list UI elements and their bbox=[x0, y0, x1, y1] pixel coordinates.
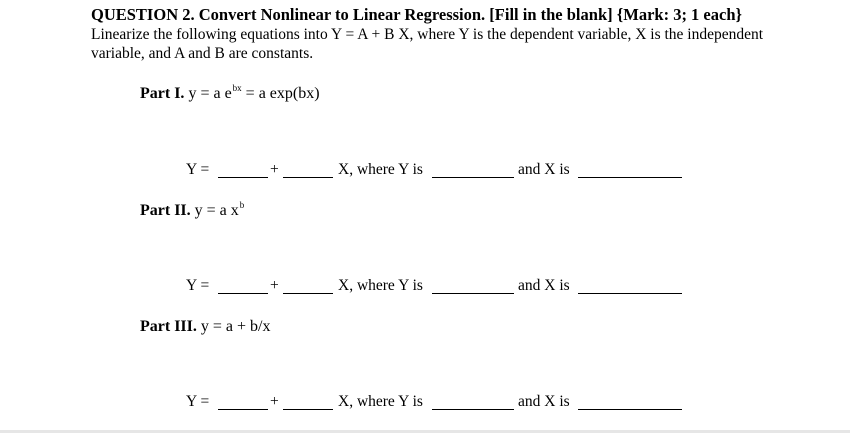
part-2-y-label: Y = bbox=[186, 277, 210, 294]
part-3-blank-b[interactable] bbox=[283, 409, 333, 410]
part-1-x-where: X, where Y is bbox=[338, 161, 423, 178]
part-1-heading bbox=[140, 83, 320, 102]
part-3-x-where: X, where Y is bbox=[338, 393, 423, 410]
part-2-and-x-is: and X is bbox=[518, 277, 570, 294]
part-1-equation-suffix: = a exp(bx) bbox=[241, 85, 320, 102]
part-2-equation-exponent: b bbox=[239, 200, 245, 210]
part-3-heading bbox=[140, 319, 270, 335]
part-2-equation-text: y = a x bbox=[194, 202, 239, 219]
part-1-y-label: Y = bbox=[186, 161, 210, 178]
part-1-blank-y[interactable] bbox=[432, 177, 514, 178]
part-3-equation: y = a + b/x bbox=[200, 318, 271, 335]
part-3-blank-x[interactable] bbox=[578, 409, 682, 410]
part-2-blank-x[interactable] bbox=[578, 293, 682, 294]
part-2-x-where: X, where Y is bbox=[338, 277, 423, 294]
part-2-blank-y[interactable] bbox=[432, 293, 514, 294]
part-1-equation-exponent: bx bbox=[232, 83, 242, 93]
part-3-blank-y[interactable] bbox=[432, 409, 514, 410]
part-1-equation bbox=[188, 85, 319, 102]
part-1-blank-x[interactable] bbox=[578, 177, 682, 178]
part-1-plus: + bbox=[270, 161, 279, 178]
part-2-heading bbox=[140, 200, 245, 219]
part-1-and-x-is: and X is bbox=[518, 161, 570, 178]
part-2-blank-b[interactable] bbox=[283, 293, 333, 294]
part-2-plus: + bbox=[270, 277, 279, 294]
part-2-equation bbox=[195, 202, 245, 219]
part-1-label: Part I. bbox=[140, 85, 185, 102]
part-3-y-label: Y = bbox=[186, 393, 210, 410]
part-1-equation-text: y = a e bbox=[188, 85, 232, 102]
part-2-label: Part II. bbox=[140, 202, 191, 219]
part-3-plus: + bbox=[270, 393, 279, 410]
part-3-and-x-is: and X is bbox=[518, 393, 570, 410]
part-1-blank-a[interactable] bbox=[218, 177, 268, 178]
question-instruction-line-2: variable, and A and B are constants. bbox=[91, 45, 314, 62]
part-3-blank-a[interactable] bbox=[218, 409, 268, 410]
part-1-blank-b[interactable] bbox=[283, 177, 333, 178]
part-3-label: Part III. bbox=[140, 318, 197, 335]
part-2-blank-a[interactable] bbox=[218, 293, 268, 294]
question-instruction-line-1: Linearize the following equations into Y = A + B X, where Y is the dependent variable, X is the independent bbox=[91, 26, 764, 43]
question-title: QUESTION 2. Convert Nonlinear to Linear Regression. [Fill in the blank] {Mark: 3; 1 each} bbox=[91, 5, 743, 24]
